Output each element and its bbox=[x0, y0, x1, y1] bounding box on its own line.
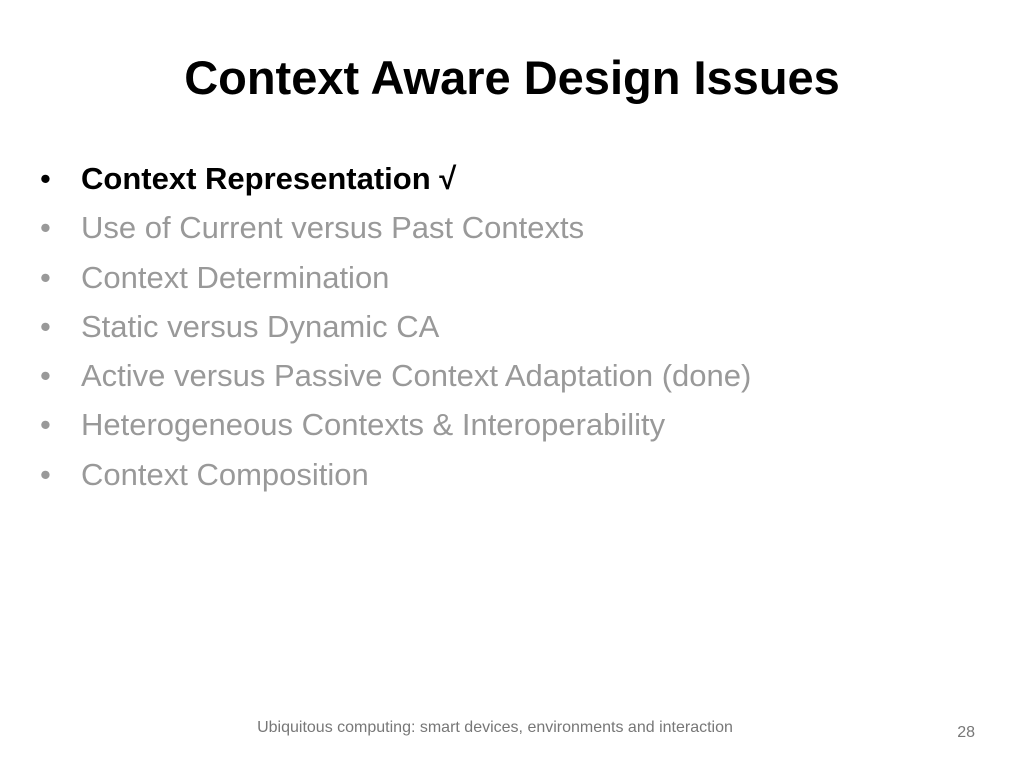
page-number: 28 bbox=[957, 724, 975, 741]
bullet-dot: • bbox=[40, 259, 51, 295]
bullet-dot: • bbox=[40, 456, 51, 492]
bullet-text: Heterogeneous Contexts & Interoperability bbox=[81, 407, 666, 443]
bullet-dot: • bbox=[40, 161, 51, 196]
bullet-text: Active versus Passive Context Adaptation (done) bbox=[81, 358, 752, 394]
slide-title: Context Aware Design Issues bbox=[184, 51, 840, 104]
bullet-dot: • bbox=[40, 308, 51, 344]
bullet-text: Use of Current versus Past Contexts bbox=[81, 210, 585, 246]
slide-footer: Ubiquitous computing: smart devices, environments and interaction bbox=[257, 719, 733, 736]
bullet-dot: • bbox=[40, 407, 51, 443]
bullet-text: Context Composition bbox=[81, 456, 369, 492]
bullet-text: Context Representation √ bbox=[81, 161, 457, 196]
bullet-dot: • bbox=[40, 358, 51, 394]
bullet-text: Static versus Dynamic CA bbox=[81, 308, 440, 344]
bullet-text: Context Determination bbox=[81, 259, 390, 295]
bullet-dot: • bbox=[40, 210, 51, 246]
